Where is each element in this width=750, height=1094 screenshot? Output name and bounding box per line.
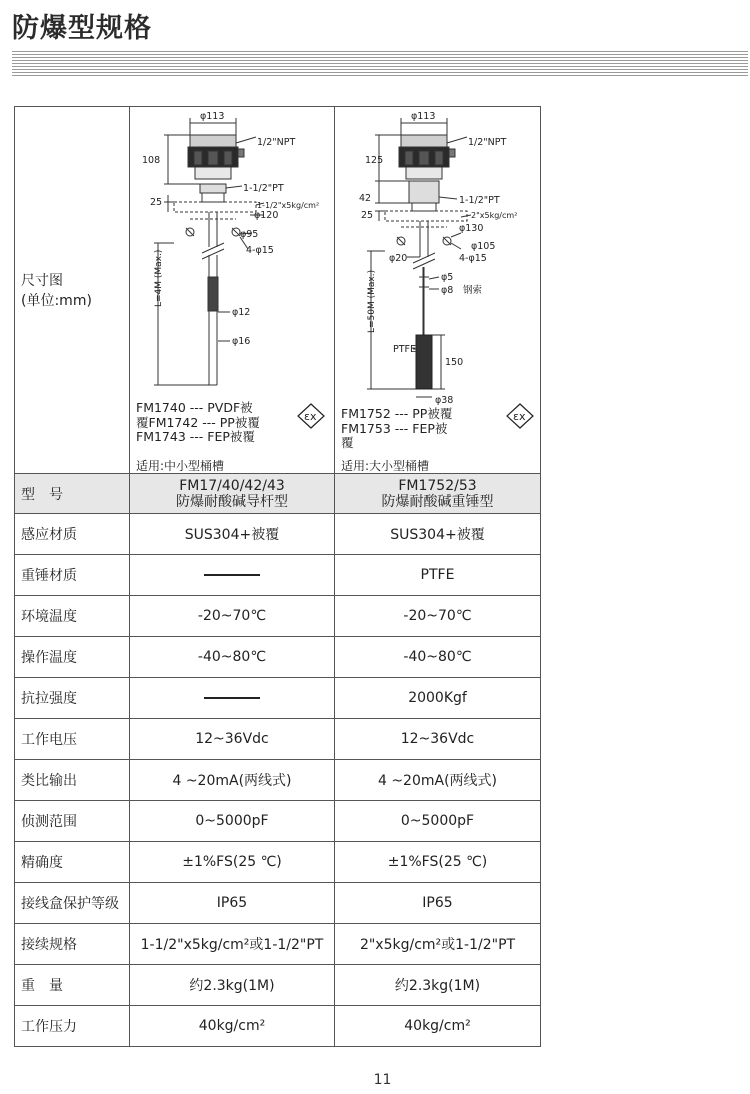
row-left-value: -40~80℃ — [130, 637, 335, 678]
table-row — [15, 719, 541, 760]
model-label: 型 号 — [15, 474, 130, 514]
dim-cap-diameter: φ113 — [200, 111, 225, 122]
row-right-value: IP65 — [335, 883, 541, 924]
model-rod-type — [130, 474, 335, 514]
row-label: 操作温度 — [15, 637, 130, 678]
table-row — [15, 514, 541, 555]
row-right-value: 2"x5kg/cm²或1-1/2"PT — [335, 924, 541, 965]
row-left-value: IP65 — [130, 883, 335, 924]
row-label: 环境温度 — [15, 596, 130, 637]
row-left-value: ±1%FS(25 ℃) — [130, 842, 335, 883]
row-left-value: 约2.3kg(1M) — [130, 965, 335, 1006]
caption-fm1752: FM1752 --- PP被覆 — [341, 406, 453, 421]
rod-type-drawing-cell — [130, 107, 335, 474]
dim-d12: φ12 — [232, 307, 251, 318]
model-weight-type — [335, 474, 541, 514]
row-left-value — [130, 555, 335, 596]
row-right-value: -20~70℃ — [335, 596, 541, 637]
table-row — [15, 801, 541, 842]
table-row — [15, 965, 541, 1006]
dim-cap-diameter-r: φ113 — [411, 111, 436, 122]
dim-42: 42 — [359, 193, 372, 204]
row-right-value: ±1%FS(25 ℃) — [335, 842, 541, 883]
dim-length: L=4M (Max.) — [154, 249, 164, 307]
row-label: 抗拉强度 — [15, 678, 130, 719]
dim-holes-r: 4-φ15 — [459, 253, 487, 264]
caption-fm1740: FM1740 --- PVDF被 — [136, 400, 253, 415]
row-label: 感应材质 — [15, 514, 130, 555]
model-rod-name: 防爆耐酸碱导杆型 — [176, 493, 288, 510]
row-right-value: -40~80℃ — [335, 637, 541, 678]
dim-d38: φ38 — [435, 395, 454, 406]
dim-d105: φ105 — [471, 241, 496, 252]
dim-d130: φ130 — [459, 223, 484, 234]
dim-pt: 1-1/2"PT — [243, 183, 284, 194]
dim-holes: 4-φ15 — [246, 245, 274, 256]
caption-fm1743: FM1743 --- FEP被覆 — [136, 429, 255, 444]
page-number: 11 — [373, 1072, 392, 1088]
dim-cable: 钢索 — [463, 285, 483, 296]
row-label: 接线盒保护等级 — [15, 883, 130, 924]
table-row — [15, 760, 541, 801]
row-label: 重锤材质 — [15, 555, 130, 596]
rod-type-suitable-text: 适用:中小型桶槽 — [136, 459, 225, 473]
weight-type-suitable-text: 适用:大小型桶槽 — [341, 459, 430, 473]
dim-npt-r: 1/2"NPT — [468, 137, 507, 148]
row-right-value: 0~5000pF — [335, 801, 541, 842]
diagram-label-line2: (单位:mm) — [21, 293, 92, 309]
table-row — [15, 1006, 541, 1047]
table-row — [15, 842, 541, 883]
dim-125: 125 — [365, 155, 384, 166]
dim-length-r: L=50M (Max.) — [367, 269, 377, 333]
row-right-value: 约2.3kg(1M) — [335, 965, 541, 1006]
page-title: 防爆型规格 — [12, 13, 152, 44]
table-row — [15, 637, 541, 678]
dim-25: 25 — [150, 197, 163, 208]
row-left-value: 12~36Vdc — [130, 719, 335, 760]
dim-25-r: 25 — [361, 210, 374, 221]
row-right-value: SUS304+被覆 — [335, 514, 541, 555]
table-row — [15, 555, 541, 596]
model-weight-name: 防爆耐酸碱重锤型 — [381, 493, 494, 510]
dim-npt: 1/2"NPT — [257, 137, 296, 148]
row-left-value: 0~5000pF — [130, 801, 335, 842]
row-left-value: 40kg/cm² — [130, 1006, 335, 1047]
weight-type-model-captions — [341, 407, 481, 451]
ex-explosion-proof-icon — [296, 403, 326, 429]
row-label: 工作电压 — [15, 719, 130, 760]
row-left-value: SUS304+被覆 — [130, 514, 335, 555]
header-hatch-divider — [12, 51, 748, 78]
row-left-value: 1-1/2"x5kg/cm²或1-1/2"PT — [130, 924, 335, 965]
diagram-label-line1: 尺寸图 — [21, 273, 63, 289]
model-header-row — [15, 474, 541, 514]
dim-108: 108 — [142, 155, 161, 166]
table-row — [15, 924, 541, 965]
row-label: 侦测范围 — [15, 801, 130, 842]
caption-fm1753-cont: 覆 — [341, 435, 354, 450]
dim-d95: φ95 — [240, 229, 259, 240]
caption-fm1742: 覆FM1742 --- PP被覆 — [136, 414, 260, 430]
dim-flange: 1-1/2"x5kg/cm² — [257, 201, 320, 210]
dim-ptfe: PTFE — [393, 344, 416, 355]
table-row — [15, 883, 541, 924]
row-right-value: 40kg/cm² — [335, 1006, 541, 1047]
row-right-value: 4 ~20mA(两线式) — [335, 760, 541, 801]
svg-text:εx: εx — [513, 410, 526, 423]
ex-explosion-proof-icon — [505, 403, 535, 429]
dim-d120: φ120 — [254, 210, 279, 221]
row-right-value: 12~36Vdc — [335, 719, 541, 760]
row-label: 工作压力 — [15, 1006, 130, 1047]
diagram-row — [15, 107, 541, 474]
row-left-value — [130, 678, 335, 719]
row-right-value: PTFE — [335, 555, 541, 596]
row-label: 接续规格 — [15, 924, 130, 965]
svg-text:εx: εx — [304, 410, 317, 423]
rod-type-model-captions — [136, 401, 276, 445]
row-left-value: 4 ~20mA(两线式) — [130, 760, 335, 801]
dim-d16: φ16 — [232, 336, 251, 347]
table-row — [15, 678, 541, 719]
dim-d20: φ20 — [389, 253, 408, 264]
diagram-label — [15, 107, 130, 474]
dim-d8: φ8 — [441, 285, 454, 296]
row-label: 精确度 — [15, 842, 130, 883]
not-applicable-dash — [204, 697, 260, 699]
spec-table — [14, 106, 541, 1047]
dim-flange-r: 2"x5kg/cm² — [471, 211, 518, 220]
row-label: 类比输出 — [15, 760, 130, 801]
dim-pt-r: 1-1/2"PT — [459, 195, 500, 206]
row-label: 重 量 — [15, 965, 130, 1006]
weight-type-drawing-cell — [335, 107, 541, 474]
row-right-value: 2000Kgf — [335, 678, 541, 719]
table-row — [15, 596, 541, 637]
row-left-value: -20~70℃ — [130, 596, 335, 637]
not-applicable-dash — [204, 574, 260, 576]
model-rod-number: FM17/40/42/43 — [179, 477, 285, 494]
dim-150: 150 — [445, 357, 464, 368]
model-weight-number: FM1752/53 — [398, 477, 477, 494]
caption-fm1753: FM1753 --- FEP被 — [341, 420, 448, 436]
dim-d5: φ5 — [441, 272, 454, 283]
